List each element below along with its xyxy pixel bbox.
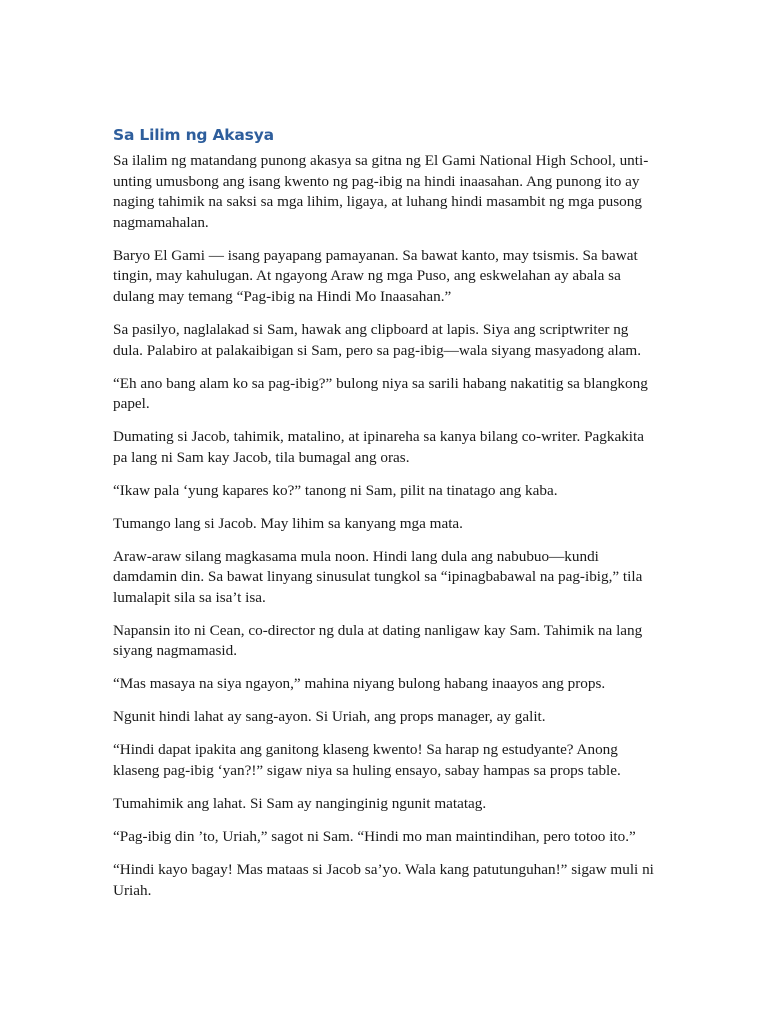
paragraph-6: “Ikaw pala ‘yung kapares ko?” tanong ni Sam, pilit na tinatago ang kaba. (113, 481, 558, 499)
paragraph-4: “Eh ano bang alam ko sa pag-ibig?” bulong niya sa sarili habang nakatitig sa blangkong papel. (113, 374, 648, 413)
paragraph-1: Sa ilalim ng matandang punong akasya sa gitna ng El Gami National High School, unti-unting umusbong ang isang kwento ng pag-ibig na hindi inaasahan. Ang punong ito ay naging tahimik na saksi sa mga lihim, ligaya, at luhang hindi masambit ng mga pusong nagmamahalan. (113, 152, 649, 231)
paragraph-13: Tumahimik ang lahat. Si Sam ay nanginginig ngunit matatag. (113, 794, 487, 812)
paragraph-9: Napansin ito ni Cean, co-director ng dula at dating nanligaw kay Sam. Tahimik na lang siyang nagmamasid. (113, 621, 643, 660)
paragraph-15: “Hindi kayo bagay! Mas mataas si Jacob sa’yo. Wala kang patutunguhan!” sigaw muli ni Uriah. (113, 860, 654, 899)
paragraph-11: Ngunit hindi lahat ay sang-ayon. Si Uriah, ang props manager, ay galit. (113, 708, 546, 726)
document-body (113, 125, 654, 913)
paragraph-2: Baryo El Gami — isang payapang pamayanan. Sa bawat kanto, may tsismis. Sa bawat tingin, may kahulugan. At ngayong Araw ng mga Puso, ang eskwelahan ay abala sa dulang may temang “Pag-ibig na Hindi Mo Inaasahan.” (113, 246, 638, 305)
paragraph-5: Dumating si Jacob, tahimik, matalino, at ipinareha sa kanya bilang co-writer. Pagkakita pa lang ni Sam kay Jacob, tila bumagal ang oras. (113, 428, 644, 466)
paragraph-14: “Pag-ibig din ’to, Uriah,” sagot ni Sam. “Hindi mo man maintindihan, pero totoo ito.” (113, 827, 636, 845)
paragraph-3: Sa pasilyo, naglalakad si Sam, hawak ang clipboard at lapis. Siya ang scriptwriter ng dula. Palabiro at palakaibigan si Sam, pero sa pag-ibig—wala siyang masyadong alam. (113, 320, 642, 359)
paragraph-7: Tumango lang si Jacob. May lihim sa kanyang mga mata. (113, 514, 463, 532)
paragraph-12: “Hindi dapat ipakita ang ganitong klaseng kwento! Sa harap ng estudyante? Anong klaseng pag-ibig ‘yan?!” sigaw niya sa huling ensayo, sabay hampas sa props table. (113, 741, 621, 779)
paragraph-8: Araw-araw silang magkasama mula noon. Hindi lang dula ang nabubuo—kundi damdamin din. Sa bawat linyang sinusulat tungkol sa “ipinagbabawal na pag-ibig,” tila lumalapit sila sa isa’t isa. (113, 547, 643, 606)
document-title: Sa Lilim ng Akasya (113, 126, 274, 144)
paragraph-10: “Mas masaya na siya ngayon,” mahina niyang bulong habang inaayos ang props. (113, 675, 606, 693)
